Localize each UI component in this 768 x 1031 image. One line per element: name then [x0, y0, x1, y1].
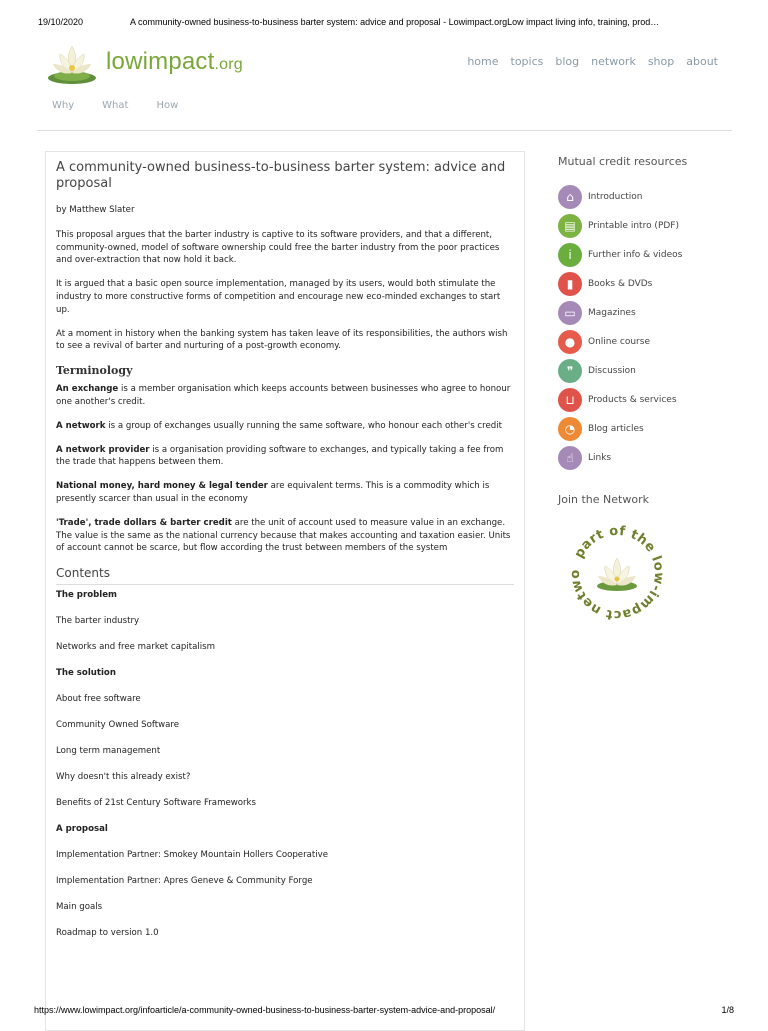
- term-definition: [56, 480, 514, 506]
- terminology-heading: Terminology: [56, 364, 133, 378]
- resource-label: Blog articles: [588, 423, 644, 434]
- join-network-heading: Join the Network: [558, 493, 649, 506]
- sub-nav: [52, 100, 206, 111]
- mouse-icon: ●: [558, 330, 582, 354]
- contents-section-heading[interactable]: The solution: [56, 668, 116, 679]
- resource-link[interactable]: [558, 414, 738, 443]
- lotus-icon: [44, 40, 100, 86]
- subnav-why[interactable]: Why: [52, 100, 75, 111]
- contents-link[interactable]: The barter industry: [56, 616, 140, 627]
- article-panel: [45, 151, 525, 1031]
- resource-link[interactable]: [558, 269, 738, 298]
- sidebar-heading: Mutual credit resources: [558, 155, 688, 168]
- printer-icon: ▤: [558, 214, 582, 238]
- resource-label: Further info & videos: [588, 249, 683, 260]
- nav-blog[interactable]: blog: [555, 55, 580, 68]
- print-page-number: 1/8: [721, 1005, 734, 1015]
- magazine-icon: ▭: [558, 301, 582, 325]
- resource-label: Online course: [588, 336, 650, 347]
- nav-network[interactable]: network: [591, 55, 636, 68]
- resource-list: [558, 182, 738, 472]
- resource-label: Discussion: [588, 365, 636, 376]
- article-paragraph-1: This proposal argues that the barter industry is captive to its software providers, and that a different, community-owned, model of software ownership could free the barter industry from the poor practices and over-extraction that now hold it back.: [56, 229, 500, 266]
- term-name: A network: [56, 420, 106, 431]
- resource-link[interactable]: [558, 356, 738, 385]
- sidebar: [558, 155, 738, 630]
- article-paragraph-2: It is argued that a basic open source implementation, managed by its users, would both stimulate the industry to more constructive forms of competition and encourage new eco-minded exchanges to start up.: [56, 279, 501, 315]
- contents-section-heading[interactable]: A proposal: [56, 824, 108, 835]
- contents-link[interactable]: Community Owned Software: [56, 720, 180, 731]
- network-badge-icon[interactable]: [564, 520, 670, 626]
- resource-label: Magazines: [588, 307, 636, 318]
- contents-link[interactable]: Why doesn't this already exist?: [56, 772, 191, 783]
- book-icon: ▮: [558, 272, 582, 296]
- article-author: by Matthew Slater: [56, 205, 135, 215]
- resource-link[interactable]: [558, 240, 738, 269]
- nav-about[interactable]: about: [686, 55, 718, 68]
- contents-link[interactable]: Networks and free market capitalism: [56, 642, 215, 653]
- site-logo[interactable]: [44, 40, 254, 86]
- pointer-hand-icon: ☝: [558, 446, 582, 470]
- resource-label: Introduction: [588, 191, 643, 202]
- contents-link[interactable]: Implementation Partner: Smokey Mountain Hollers Cooperative: [56, 850, 329, 861]
- speech-bubble-icon: ❞: [558, 359, 582, 383]
- article-paragraph-3: At a moment in history when the banking system has taken leave of its responsibilities, the authors wish to see a revival of barter and nurturing of a post-growth economy.: [56, 328, 508, 352]
- logo-name: lowimpact: [106, 48, 215, 75]
- house-icon: ⌂: [558, 185, 582, 209]
- rss-icon: ◔: [558, 417, 582, 441]
- term-name: A network provider: [56, 444, 150, 455]
- logo-wordmark: [106, 48, 243, 76]
- resource-label: Books & DVDs: [588, 278, 653, 289]
- resource-link[interactable]: [558, 182, 738, 211]
- article-title: A community-owned business-to-business barter system: advice and proposal: [56, 160, 506, 191]
- terminology-list: [56, 383, 514, 555]
- resource-link[interactable]: [558, 385, 738, 414]
- resource-link[interactable]: [558, 327, 738, 356]
- term-description: is a member organisation which keeps accounts between businesses who agree to honour one another's credit.: [56, 384, 511, 407]
- print-title: A community-owned business-to-business barter system: advice and proposal - Lowimpact.orgLow impact living info, training, prod…: [130, 17, 660, 27]
- resource-label: Printable intro (PDF): [588, 220, 679, 231]
- contents-link[interactable]: Long term management: [56, 746, 161, 757]
- resource-label: Products & services: [588, 394, 677, 405]
- contents-section-heading[interactable]: The problem: [56, 590, 117, 601]
- info-icon: i: [558, 243, 582, 267]
- contents-heading: Contents: [56, 566, 514, 585]
- contents-link[interactable]: Implementation Partner: Apres Geneve & Community Forge: [56, 876, 313, 887]
- subnav-how[interactable]: How: [156, 100, 179, 111]
- print-date: 19/10/2020: [38, 17, 84, 27]
- term-name: 'Trade', trade dollars & barter credit: [56, 517, 232, 528]
- nav-shop[interactable]: shop: [647, 55, 675, 68]
- nav-home[interactable]: home: [467, 55, 499, 68]
- nav-topics[interactable]: topics: [510, 55, 544, 68]
- term-definition: [56, 517, 514, 555]
- resource-link[interactable]: [558, 443, 738, 472]
- term-name: An exchange: [56, 384, 119, 395]
- logo-tld: .org: [214, 56, 243, 73]
- print-url: https://www.lowimpact.org/infoarticle/a-community-owned-business-to-business-barter-system-advice-and-proposal/: [34, 1005, 496, 1015]
- cart-icon: ⊔: [558, 388, 582, 412]
- term-description: is a group of exchanges usually running the same software, who honour each other's credit: [105, 420, 502, 431]
- term-description: are the unit of account used to measure value in an exchange. The value is the same as the national currency because that makes accounting and taxation easier. Units of account cannot be scarce, but flow according the trust between members of the system: [56, 517, 511, 554]
- resource-link[interactable]: [558, 211, 738, 240]
- term-name: National money, hard money & legal tender: [56, 481, 268, 492]
- term-description: is a organisation providing software to exchanges, and typically taking a fee from the trade that happens between them.: [56, 444, 504, 468]
- resource-label: Links: [588, 452, 612, 463]
- contents-link[interactable]: About free software: [56, 694, 141, 705]
- term-definition: [56, 383, 514, 409]
- term-description: are equivalent terms. This is a commodity which is presently scarcer than usual in the economy: [56, 481, 490, 504]
- badge-text: part of the low-impact netwo: [567, 523, 667, 623]
- main-nav: [455, 55, 718, 68]
- header-divider: [37, 130, 732, 131]
- term-definition: [56, 420, 514, 433]
- resource-link[interactable]: [558, 298, 738, 327]
- contents-link[interactable]: Main goals: [56, 902, 103, 913]
- subnav-what[interactable]: What: [102, 100, 129, 111]
- contents-link[interactable]: Benefits of 21st Century Software Frameworks: [56, 798, 257, 809]
- contents-list: [56, 589, 514, 953]
- contents-link[interactable]: Roadmap to version 1.0: [56, 928, 159, 939]
- term-definition: [56, 444, 514, 470]
